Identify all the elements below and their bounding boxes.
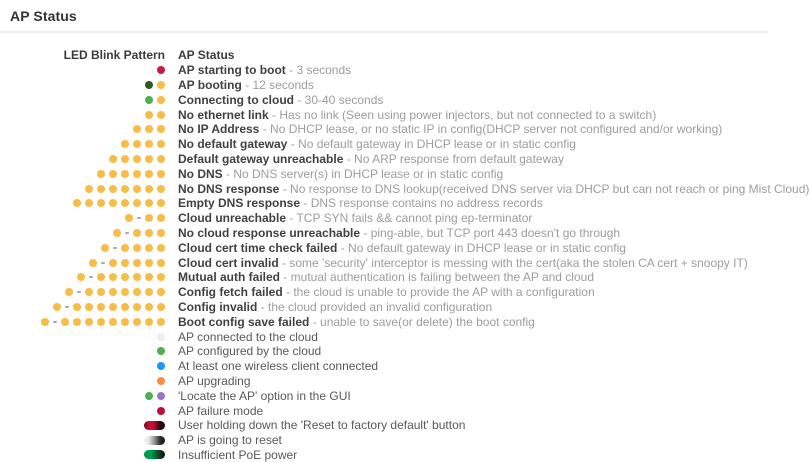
status-label: Insufficient PoE power <box>178 447 298 462</box>
led-dot-amber-icon <box>73 318 81 326</box>
status-description: - No DHCP lease, or no static IP in config(DHCP server not configured and/or working) <box>259 122 723 137</box>
status-description: - No ARP response from default gateway <box>343 151 564 166</box>
led-blink-pattern <box>0 185 165 193</box>
table-row <box>0 196 768 211</box>
led-dot-amber-icon <box>157 318 165 326</box>
led-blink-pattern <box>0 318 165 326</box>
ap-status-text <box>165 167 503 181</box>
led-dot-blue-icon <box>157 362 165 370</box>
led-dot-amber-icon <box>97 185 105 193</box>
led-dot-orange-icon <box>157 377 165 385</box>
status-label: AP is going to reset <box>178 433 282 448</box>
led-dot-amber-icon <box>73 199 81 207</box>
led-blink-pattern-header: LED Blink Pattern <box>63 48 165 63</box>
led-dot-amber-icon <box>97 318 105 326</box>
ap-status-text <box>165 300 492 314</box>
led-pause-dash <box>65 306 69 308</box>
led-dot-light_gray-icon <box>157 333 165 341</box>
ap-status-text <box>165 285 595 299</box>
ap-status-text <box>165 344 321 358</box>
table-row <box>0 359 768 374</box>
led-dot-amber-icon <box>97 199 105 207</box>
table-row <box>0 211 768 226</box>
led-dot-amber-icon <box>121 273 129 281</box>
table-row <box>0 78 768 93</box>
table-row <box>0 240 768 255</box>
led-dot-amber-icon <box>145 244 153 252</box>
led-dot-amber-icon <box>157 170 165 178</box>
led-dot-amber-icon <box>157 96 165 104</box>
ap-status-text <box>165 137 576 151</box>
led-dot-amber-icon <box>121 244 129 252</box>
status-label: Config fetch failed <box>178 285 283 300</box>
led-dot-amber-icon <box>157 259 165 267</box>
led-dot-red-icon <box>157 66 165 74</box>
led-dot-amber-icon <box>109 185 117 193</box>
led-dot-amber-icon <box>85 185 93 193</box>
led-dot-amber-icon <box>145 273 153 281</box>
status-label: AP booting <box>178 77 242 92</box>
led-dot-green-icon <box>145 96 153 104</box>
led-pause-dash <box>101 262 105 264</box>
table-row <box>0 92 768 107</box>
led-dot-amber-icon <box>157 214 165 222</box>
led-pause-dash <box>125 232 129 234</box>
led-blink-pattern <box>0 140 165 148</box>
led-dot-amber-icon <box>85 303 93 311</box>
ap-status-text <box>165 152 564 166</box>
led-dot-amber-icon <box>109 288 117 296</box>
led-dot-amber-icon <box>121 155 129 163</box>
led-blink-pattern <box>0 347 165 355</box>
led-dot-green-icon <box>145 392 153 400</box>
status-description: - unable to save(or delete) the boot config <box>309 314 535 329</box>
table-row <box>0 403 768 418</box>
led-dot-amber-icon <box>85 318 93 326</box>
led-dot-amber-icon <box>145 259 153 267</box>
status-description: - ping-able, but TCP port 443 doesn't go through <box>360 225 621 240</box>
led-pill-red-icon <box>144 421 165 430</box>
led-dot-amber-icon <box>77 273 85 281</box>
led-dot-amber-icon <box>145 229 153 237</box>
led-dot-amber-icon <box>85 288 93 296</box>
led-dot-amber-icon <box>157 111 165 119</box>
led-dot-amber-icon <box>145 199 153 207</box>
table-row <box>0 226 768 241</box>
led-dot-amber-icon <box>133 273 141 281</box>
led-dot-amber-icon <box>145 318 153 326</box>
status-label: No DNS response <box>178 181 280 196</box>
led-dot-amber-icon <box>145 111 153 119</box>
led-dot-amber-icon <box>97 273 105 281</box>
status-description: - No response to DNS lookup(received DNS server via DHCP but can not reach or ping Mist Cloud) <box>279 181 809 196</box>
led-dot-amber-icon <box>73 303 81 311</box>
status-description: - No DNS server(s) in DHCP lease or in static config <box>222 166 504 181</box>
table-row <box>0 448 768 462</box>
table-row <box>0 300 768 315</box>
led-dot-amber-icon <box>85 199 93 207</box>
led-pause-dash <box>89 276 93 278</box>
status-description: - TCP SYN fails && cannot ping ep-terminator <box>286 211 533 226</box>
led-dot-amber-icon <box>109 199 117 207</box>
led-dot-amber-icon <box>41 318 49 326</box>
led-dot-amber-icon <box>121 140 129 148</box>
led-dot-amber-icon <box>157 244 165 252</box>
led-blink-pattern <box>0 244 165 252</box>
led-dot-amber-icon <box>109 155 117 163</box>
led-dot-amber-icon <box>133 185 141 193</box>
led-blink-pattern <box>0 125 165 133</box>
table-row <box>0 270 768 285</box>
led-dot-amber-icon <box>53 303 61 311</box>
ap-status-text <box>165 448 297 462</box>
led-dot-amber-icon <box>157 155 165 163</box>
led-dot-amber-icon <box>145 125 153 133</box>
led-dot-amber-icon <box>145 214 153 222</box>
status-description: - 12 seconds <box>241 77 314 92</box>
led-dot-amber-icon <box>157 229 165 237</box>
led-dot-amber-icon <box>133 303 141 311</box>
led-blink-pattern <box>0 214 165 222</box>
ap-status-text <box>165 211 532 225</box>
led-dot-amber-icon <box>121 303 129 311</box>
led-blink-pattern <box>0 436 165 445</box>
led-pill-gray-icon <box>144 436 165 445</box>
table-row <box>0 152 768 167</box>
ap-status-text <box>165 122 722 136</box>
status-label: No default gateway <box>178 137 288 152</box>
led-blink-pattern <box>0 96 165 104</box>
status-label: AP starting to boot <box>178 63 286 78</box>
led-blink-pattern <box>0 377 165 385</box>
led-dot-amber-icon <box>109 318 117 326</box>
led-dot-amber-icon <box>109 303 117 311</box>
ap-status-text <box>165 63 351 77</box>
led-dot-amber-icon <box>97 303 105 311</box>
led-dot-purple-icon <box>157 392 165 400</box>
table-row <box>0 344 768 359</box>
led-blink-pattern <box>0 362 165 370</box>
header-divider <box>0 31 768 33</box>
led-dot-amber-icon <box>61 318 69 326</box>
led-dot-amber-icon <box>157 125 165 133</box>
led-blink-pattern <box>0 288 165 296</box>
led-dot-amber-icon <box>157 140 165 148</box>
status-description: - No default gateway in DHCP lease or in static config <box>287 137 576 152</box>
ap-status-header: AP Status <box>178 48 235 63</box>
led-dot-amber-icon <box>89 259 97 267</box>
led-blink-pattern <box>0 229 165 237</box>
status-label: Mutual auth failed <box>178 270 280 285</box>
table-row <box>0 107 768 122</box>
table-body <box>0 63 809 462</box>
ap-status-text <box>165 404 263 418</box>
led-dot-amber-icon <box>109 170 117 178</box>
ap-status-table <box>0 48 809 462</box>
led-blink-pattern <box>0 66 165 74</box>
table-row <box>0 166 768 181</box>
led-pause-dash <box>113 247 117 249</box>
led-dot-crimson-icon <box>157 407 165 415</box>
ap-status-text <box>165 270 594 284</box>
status-label: No ethernet link <box>178 107 269 122</box>
led-dot-amber-icon <box>97 170 105 178</box>
led-dot-amber-icon <box>121 170 129 178</box>
table-row <box>0 181 809 196</box>
status-label: No cloud response unreachable <box>178 225 361 240</box>
status-label: 'Locate the AP' option in the GUI <box>178 388 351 403</box>
led-blink-pattern <box>0 170 165 178</box>
status-label: Cloud unreachable <box>178 211 287 226</box>
led-dot-amber-icon <box>145 185 153 193</box>
led-dot-amber-icon <box>121 185 129 193</box>
ap-status-text <box>165 256 748 270</box>
table-row <box>0 314 768 329</box>
ap-status-text <box>165 182 809 196</box>
led-blink-pattern <box>0 273 165 281</box>
table-row <box>0 418 768 433</box>
ap-status-text <box>165 418 465 432</box>
led-blink-pattern <box>0 450 165 459</box>
led-dot-amber-icon <box>145 155 153 163</box>
status-description: - 30-40 seconds <box>294 92 384 107</box>
led-pause-dash <box>53 321 57 323</box>
led-dot-amber-icon <box>145 288 153 296</box>
ap-status-text <box>165 78 314 92</box>
led-dot-amber-icon <box>133 259 141 267</box>
status-label: Default gateway unreachable <box>178 151 344 166</box>
led-blink-pattern <box>0 392 165 400</box>
led-dot-amber-icon <box>145 170 153 178</box>
led-dot-green-icon <box>157 347 165 355</box>
led-blink-pattern <box>0 199 165 207</box>
led-dot-amber-icon <box>109 259 117 267</box>
led-dot-amber-icon <box>133 244 141 252</box>
led-blink-pattern <box>0 81 165 89</box>
ap-status-text <box>165 330 318 344</box>
led-dot-amber-icon <box>133 125 141 133</box>
status-label: AP configured by the cloud <box>178 344 322 359</box>
led-blink-pattern <box>0 407 165 415</box>
led-dot-amber-icon <box>133 199 141 207</box>
led-dot-amber-icon <box>121 318 129 326</box>
ap-status-text <box>165 108 656 122</box>
status-label: No IP Address <box>178 122 260 137</box>
led-dot-amber-icon <box>113 229 121 237</box>
led-dot-amber-icon <box>133 288 141 296</box>
status-label: At least one wireless client connected <box>178 359 379 374</box>
status-label: No DNS <box>178 166 223 181</box>
led-dot-amber-icon <box>133 318 141 326</box>
status-label: Cloud cert invalid <box>178 255 279 270</box>
status-label: Boot config save failed <box>178 314 310 329</box>
led-dot-amber-icon <box>121 288 129 296</box>
led-dot-amber-icon <box>133 170 141 178</box>
led-dot-amber-icon <box>109 273 117 281</box>
led-dot-amber-icon <box>157 199 165 207</box>
ap-status-text <box>165 226 620 240</box>
led-dot-amber-icon <box>145 140 153 148</box>
led-dot-amber-icon <box>121 199 129 207</box>
table-row <box>0 255 768 270</box>
table-row <box>0 285 768 300</box>
ap-status-text <box>165 389 351 403</box>
status-label: Cloud cert time check failed <box>178 240 338 255</box>
status-description: - the cloud is unable to provide the AP with a configuration <box>282 285 595 300</box>
status-label: AP upgrading <box>178 373 251 388</box>
led-blink-pattern <box>0 259 165 267</box>
table-row <box>0 388 768 403</box>
ap-status-text <box>165 315 535 329</box>
led-pause-dash <box>137 217 141 219</box>
status-label: Empty DNS response <box>178 196 301 211</box>
table-header-row <box>0 48 768 63</box>
status-description: - Has no link (Seen using power injectors, but not connected to a switch) <box>268 107 657 122</box>
led-dot-amber-icon <box>133 229 141 237</box>
led-blink-pattern <box>0 333 165 341</box>
status-description: - No default gateway in DHCP lease or in static config <box>337 240 626 255</box>
led-dot-amber-icon <box>157 81 165 89</box>
led-blink-pattern <box>0 303 165 311</box>
table-row <box>0 63 768 78</box>
status-label: User holding down the 'Reset to factory default' button <box>178 418 466 433</box>
status-description: - DNS response contains no address records <box>300 196 543 211</box>
led-dot-amber-icon <box>133 140 141 148</box>
status-label: Config invalid <box>178 299 258 314</box>
status-label: AP failure mode <box>178 403 264 418</box>
led-blink-pattern <box>0 155 165 163</box>
ap-status-text <box>165 93 383 107</box>
led-dot-amber-icon <box>65 288 73 296</box>
ap-status-text <box>165 359 378 373</box>
led-dot-amber-icon <box>101 244 109 252</box>
table-row <box>0 329 768 344</box>
led-dot-amber-icon <box>97 288 105 296</box>
status-description: - some 'security' interceptor is messing with the cert(aka the stolen CA cert + snoopy IT) <box>278 255 748 270</box>
led-dot-dark_green-icon <box>145 81 153 89</box>
led-dot-amber-icon <box>157 303 165 311</box>
led-blink-pattern <box>0 111 165 119</box>
ap-status-text <box>165 433 282 447</box>
ap-status-text <box>165 374 251 388</box>
status-description: - 3 seconds <box>285 63 352 78</box>
status-description: - the cloud provided an invalid configuration <box>257 299 493 314</box>
status-description: - mutual authentication is failing between the AP and cloud <box>280 270 594 285</box>
page-title: AP Status <box>10 8 77 24</box>
status-label: AP connected to the cloud <box>178 329 318 344</box>
led-dot-amber-icon <box>121 259 129 267</box>
led-pill-green-icon <box>144 450 165 459</box>
led-dot-amber-icon <box>157 288 165 296</box>
table-row <box>0 137 768 152</box>
led-pause-dash <box>77 291 81 293</box>
led-dot-amber-icon <box>133 155 141 163</box>
table-row <box>0 122 768 137</box>
led-blink-pattern <box>0 421 165 430</box>
led-dot-amber-icon <box>145 303 153 311</box>
table-row <box>0 374 768 389</box>
led-dot-amber-icon <box>125 214 133 222</box>
status-label: Connecting to cloud <box>178 92 294 107</box>
led-dot-amber-icon <box>157 273 165 281</box>
ap-status-text <box>165 241 626 255</box>
ap-status-text <box>165 196 543 210</box>
led-dot-amber-icon <box>157 185 165 193</box>
table-row <box>0 433 768 448</box>
